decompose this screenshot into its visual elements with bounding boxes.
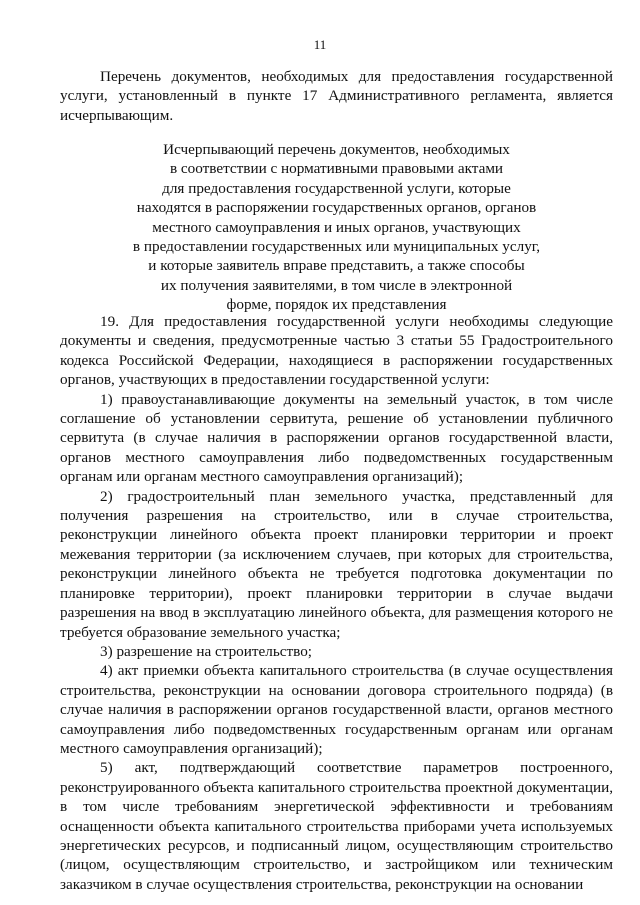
- paragraph-19: 19. Для предоставления государственной услуги необходимы следующие документы и сведения, предусмотренные частью 3 статьи 55 Градостроительного кодекса Российской Федерации, находящиеся в распоряжении государственных органов, участвующих в предоставлении государственной услуги:: [60, 313, 613, 389]
- heading-line: в соответствии с нормативными правовыми актами: [169, 160, 504, 178]
- intro-paragraph: Перечень документов, необходимых для предоставления государственной услуги, установленный в пункте 17 Административного регламента, является исчерпывающим.: [60, 68, 613, 124]
- heading-line: и которые заявитель вправе представить, а также способы: [148, 257, 525, 275]
- heading-line: местного самоуправления и иных органов, участвующих: [152, 218, 521, 236]
- list-item-5: 5) акт, подтверждающий соответствие параметров построенного, реконструированного объекта капитального строительства проектной документации, в том числе требованиям энергетической эффективности и требованиям оснащенности объекта капитального строительства приборами учета используемых энергетических ресурсов, и подписанный лицом, осуществляющим строительство (лицом, осуществляющим строительство, и застройщиком или техническим заказчиком в случае осуществления строительства, реконструкции на основании: [60, 759, 613, 893]
- list-item-1: 1) правоустанавливающие документы на земельный участок, в том числе соглашение об установлении сервитута, решение об установлении публичного сервитута (в случае наличия в распоряжении органов государственной власти, органов местного самоуправления либо подведомственных государственным органам или органам местного самоуправления организаций);: [60, 390, 613, 486]
- heading-line: их получения заявителями, в том числе в электронной: [160, 276, 513, 294]
- heading-line: для предоставления государственной услуги, которые: [162, 179, 511, 197]
- main-text: [60, 312, 613, 894]
- list-item-4: 4) акт приемки объекта капитального строительства (в случае осуществления строительства, реконструкции на основании договора строительного подряда) (в случае наличия в распоряжении органов государственной власти, органов местного самоуправления либо подведомственных государственным органам или органам местного самоуправления организаций);: [60, 662, 613, 757]
- list-item-3: 3) разрешение на строительство;: [100, 642, 313, 660]
- heading-line: в предоставлении государственных или муниципальных услуг,: [132, 238, 541, 256]
- heading-line: находятся в распоряжении государственных органов, органов: [136, 199, 537, 217]
- list-item-2: 2) градостроительный план земельного участка, представленный для получения разрешения на строительство, или в случае строительства, реконструкции линейного объекта проект планировки территории и проект межевания территории (за исключением случаев, при которых для строительства, реконструкции линейного объекта не требуется подготовка документации по планировке территории), проект планировки территории в случае выдачи разрешения на ввод в эксплуатацию линейного объекта, для размещения которого не требуется образование земельного участка;: [60, 487, 613, 641]
- intro-block: [60, 67, 613, 125]
- heading-line: Исчерпывающий перечень документов, необходимых: [163, 141, 510, 158]
- heading-line: форме, порядок их представления: [226, 296, 447, 314]
- page-number: 11: [313, 37, 327, 52]
- section-heading: [60, 140, 613, 315]
